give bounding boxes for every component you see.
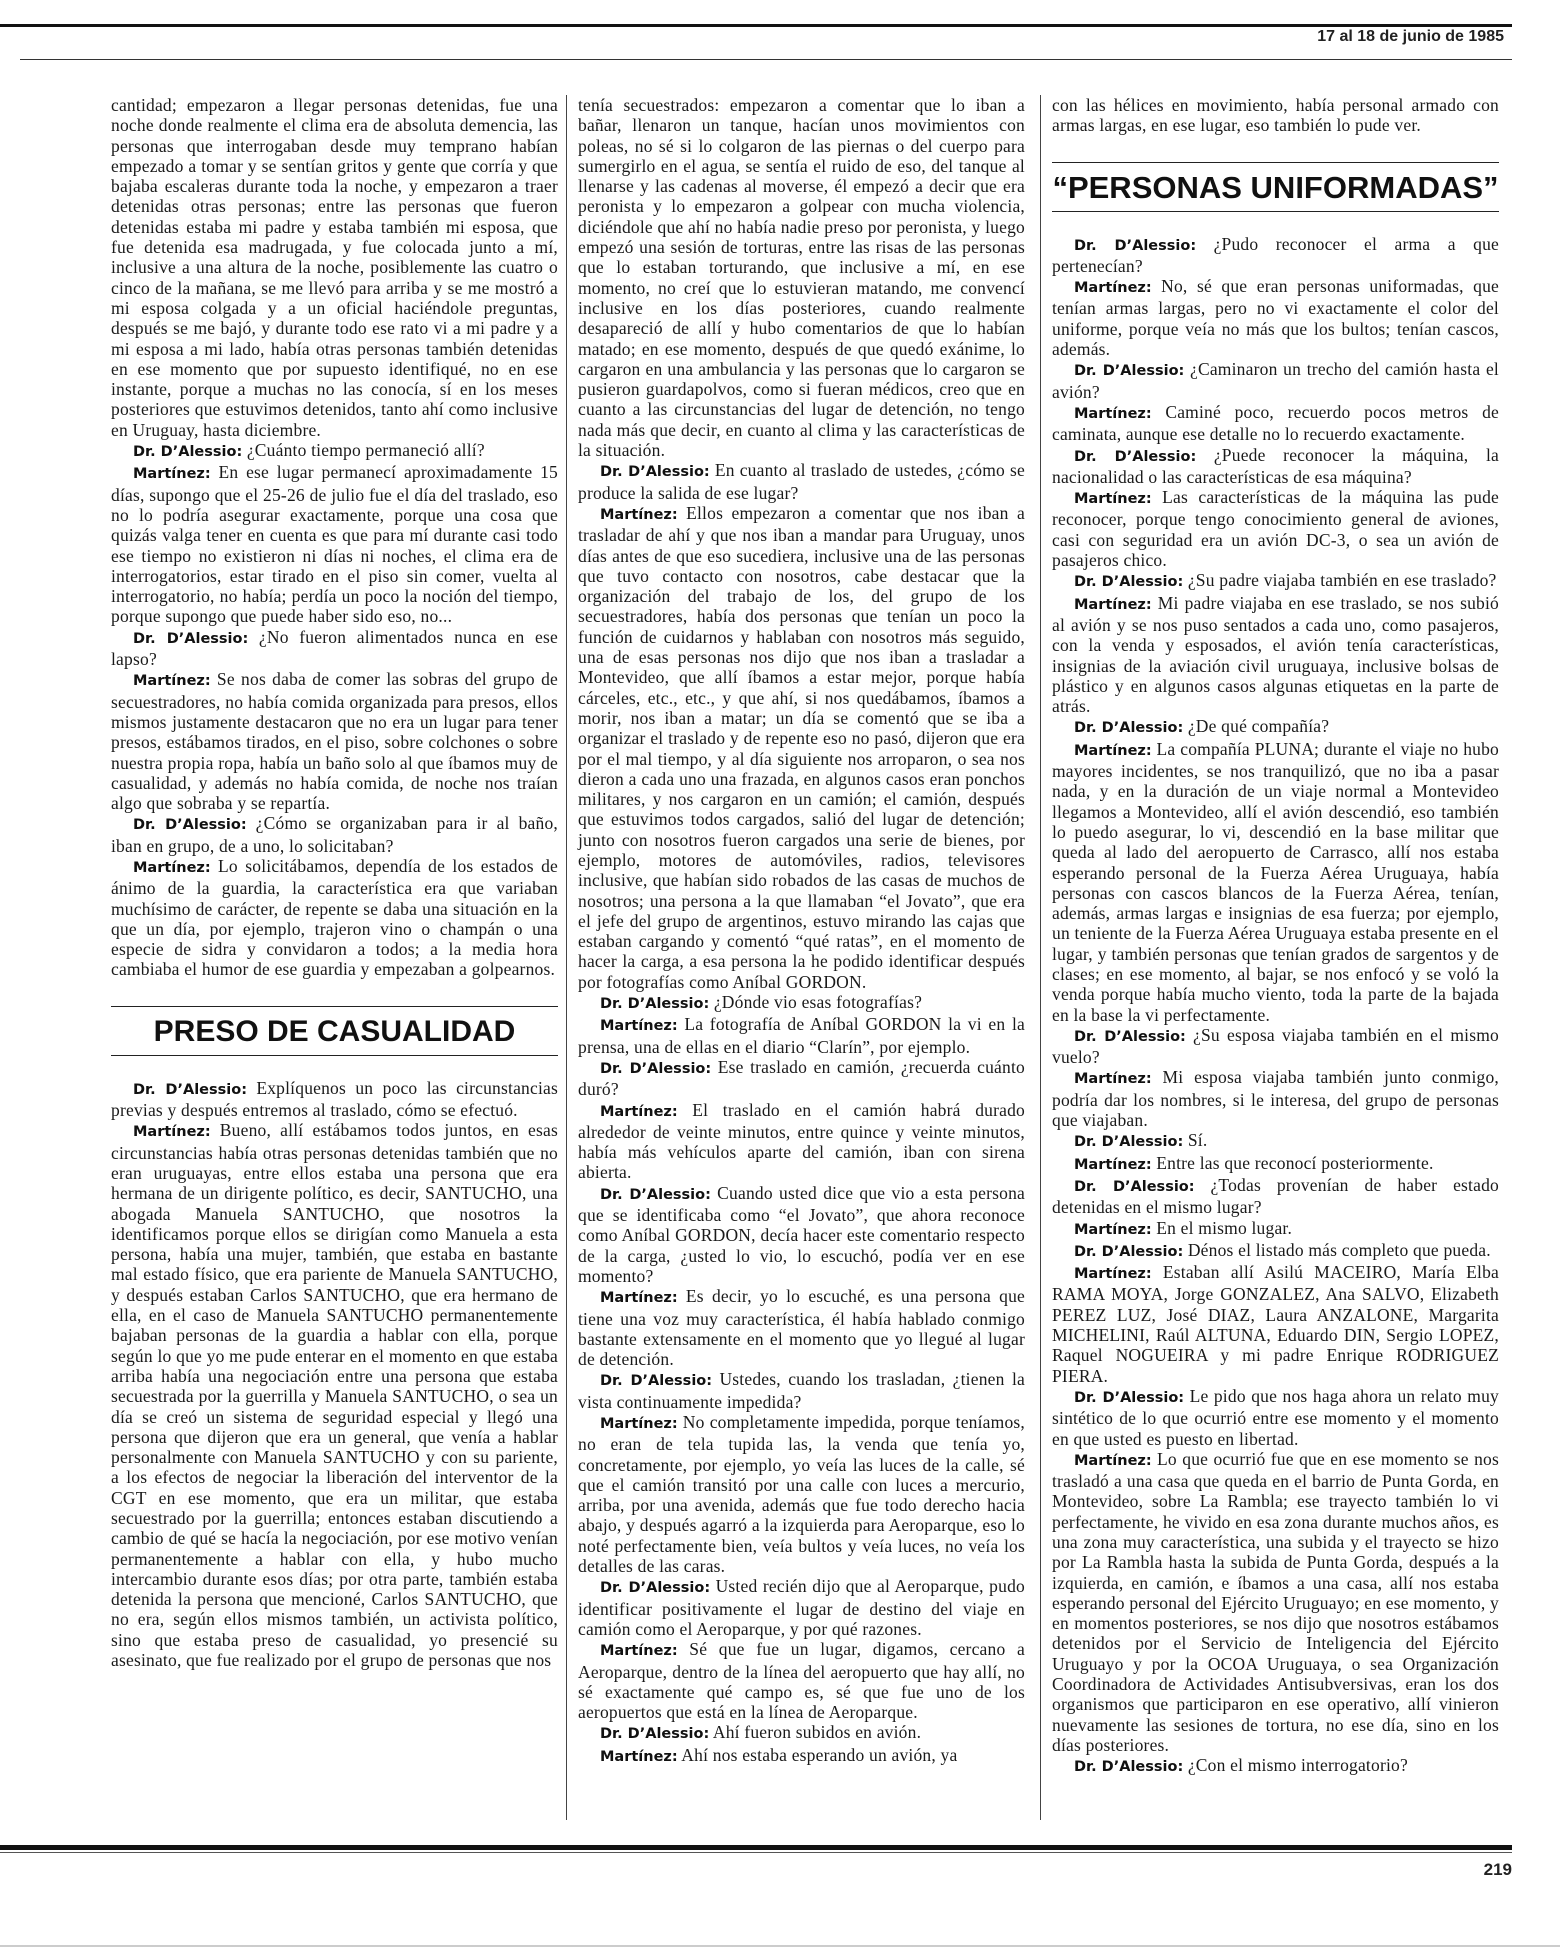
speaker-dalessio: Dr. D’Alessio: xyxy=(133,444,243,461)
paragraph-text: con las hélices en movimiento, había personal armado con armas largas, en ese lugar, eso también lo pude ver. xyxy=(1052,95,1499,136)
dialogue-paragraph xyxy=(578,1369,1025,1412)
paragraph-text: Mi esposa viajaba también junto conmigo, podría dar los nombres, si le interesa, del grupo de personas que viajaban. xyxy=(1052,1067,1499,1131)
continued-paragraph xyxy=(111,95,558,440)
speaker-dalessio: Dr. D’Alessio: xyxy=(1074,574,1184,591)
dialogue-paragraph xyxy=(1052,359,1499,402)
speaker-dalessio: Dr. D’Alessio: xyxy=(1074,448,1197,465)
paragraph-text: Cuando usted dice que vio a esta persona que se identificaba como “el Jovato”, que ahora reconoce como Aníbal GORDON, decía hacer este comentario respecto de la carga, ¿usted lo vio, lo escuchó, podía ver en ese momento? xyxy=(578,1182,1025,1286)
column-1 xyxy=(111,95,558,1670)
speaker-dalessio: Dr. D’Alessio: xyxy=(600,464,710,481)
dialogue-paragraph xyxy=(578,1014,1025,1057)
paragraph-text: Dénos el listado más completo que pueda. xyxy=(1187,1239,1491,1260)
dialogue-paragraph xyxy=(111,856,558,980)
paragraph-text: En el mismo lugar. xyxy=(1156,1217,1293,1238)
dialogue-paragraph xyxy=(578,1745,1025,1767)
paragraph-text: Sé que fue un lugar, digamos, cercano a Aeroparque, dentro de la línea del aeropuerto que hay allí, no sé exactamente qué campo es, sé que fue uno de los aeropuertos que está en la línea de Aeroparque. xyxy=(578,1639,1025,1723)
speaker-martinez: Martínez: xyxy=(600,506,678,523)
speaker-dalessio: Dr. D’Alessio: xyxy=(133,1081,247,1098)
speaker-martinez: Martínez: xyxy=(133,673,211,690)
paragraph-text: ¿De qué compañía? xyxy=(1187,716,1330,737)
dialogue-paragraph xyxy=(578,992,1025,1014)
paragraph-text: Caminé poco, recuerdo pocos metros de caminata, aunque ese detalle no lo recuerdo exactamente. xyxy=(1052,401,1499,445)
dialogue-paragraph xyxy=(1052,234,1499,277)
dialogue-paragraph xyxy=(111,440,558,462)
paragraph-text: ¿Cómo se organizaban para ir al baño, iban en grupo, de a uno, lo solicitaban? xyxy=(111,813,558,856)
paragraph-text: En ese lugar permanecí aproximadamente 15 días, supongo que el 25-26 de julio fue el día del traslado, eso no lo podría asegurar exactamente, porque una cosa que quizás valga tener en cuenta es que para mí durante casi todo ese tiempo no existieron ni días ni noches, el clima era de interrogatorios, estar tirado en el piso sin comer, vuelta al interrogatorio, no había; perdía un poco la noción del tiempo, porque supongo que puede haber sido eso, no... xyxy=(111,462,558,627)
speaker-dalessio: Dr. D’Alessio: xyxy=(600,996,710,1013)
top-rule xyxy=(0,24,1512,27)
paragraph-text: En cuanto al traslado de ustedes, ¿cómo se produce la salida de ese lugar? xyxy=(578,460,1025,503)
dialogue-paragraph xyxy=(1052,570,1499,592)
paragraph-text: No completamente impedida, porque teníamos, no eran de tela tupida las, la venda que tenía yo, concretamente, por ejemplo, yo veía las luces de la calle, sé que el camión transitó por una calle con luces a mercurio, arriba, por una avenida, además que fue todo derecho hacia abajo, y después agarró a la izquierda para Aeroparque, eso lo noté perfectamente bien, veía bultos y veía luces, no veía los detalles de las caras. xyxy=(578,1412,1025,1577)
dialogue-paragraph xyxy=(1052,487,1499,570)
speaker-dalessio: Dr. D’Alessio: xyxy=(600,1373,713,1390)
speaker-dalessio: Dr. D’Alessio: xyxy=(133,817,247,834)
dialogue-paragraph xyxy=(1052,1153,1499,1175)
continued-paragraph xyxy=(578,95,1025,460)
paragraph-text: Ellos empezaron a comentar que nos iban a trasladar de ahí y que nos iban a mandar para Uruguay, unos días antes de que eso sucediera, inclusive una de las personas que tuvo contacto con nosotros, cabe destacar que la organización del trabajo de los, del grupo de los secuestradores, había dos personas que tenían un poco la función de cuidarnos y hablaban con nosotros más seguido, una de esas personas nos dijo que nos iban a trasladar a Montevideo, que allí íbamos a estar mejor, porque había cárceles, etc., etc., y que ahí, si nos quedábamos, íbamos a morir, nos iban a matar; un día se comentó que se iba a organizar el traslado y de repente eso no pasó, dijeron que era por el mal tiempo, y al día siguiente nos arroparon, o sea nos dieron a cada uno una frazada, en algunos casos eran ponchos militares, y nos cargaron en un camión; el camión, después que estuvimos todos cargados, salió del lugar de detención; junto con nosotros fueron cargados una serie de bienes, por ejemplo, motores de automóviles, radios, televisores inclusive, que habían sido robados de las casas de muchos de nosotros; una persona a la que llamaban “el Jovato”, que era el jefe del grupo de argentinos, estuvo mirando las cajas que estaban cargando y comentó “qué ratas”, en el momento de hacer la carga, a esa persona la he podido identificar después por fotografías como Aníbal GORDON. xyxy=(578,502,1026,992)
paragraph-text: Ahí nos estaba esperando un avión, ya xyxy=(681,1744,958,1765)
dialogue-paragraph xyxy=(111,1120,558,1670)
continued-paragraph xyxy=(1052,95,1499,136)
paragraph-text: El traslado en el camión habrá durado alrededor de veinte minutos, entre quince y veinte minutos, había más vehículos aparte del camión, iban con sirena abierta. xyxy=(578,1099,1026,1183)
header-rule xyxy=(20,59,1512,60)
speaker-martinez: Martínez: xyxy=(1074,1221,1152,1238)
paragraph-text: Usted recién dijo que al Aeroparque, pudo identificar positivamente el lugar de destino del viaje en camión como el Aeroparque, y por qué razones. xyxy=(578,1576,1025,1639)
section-heading: “PERSONAS UNIFORMADAS” xyxy=(1052,162,1499,212)
speaker-martinez: Martínez: xyxy=(600,1748,678,1765)
speaker-martinez: Martínez: xyxy=(600,1018,678,1035)
paragraph-text: La compañía PLUNA; durante el viaje no hubo mayores incidentes, se nos tranquilizó, que no iba a pasar nada, y en la duración de un viaje normal a Montevideo llegamos a Montevideo, allí el avión descendió, eso también lo puedo asegurar, lo vi, descendió en la base militar que queda al lado del aeropuerto de Carrasco, allí nos estaba esperando personal de la Fuerza Aérea Uruguaya, había personas con cascos blancos de la Fuerza Aérea, tenían, además, armas largas e insignias de esa fuerza; por ejemplo, un teniente de la Fuerza Aérea Uruguaya estaba presente en el lugar, y también personas que tenían grados de sargentos y de clases; en ese momento, al bajar, se nos enfocó y se voló la venda porque había mucho viento, toda la parte de la bajada en la base la vi perfectamente. xyxy=(1052,738,1499,1025)
speaker-martinez: Martínez: xyxy=(1074,1071,1152,1088)
paragraph-text: ¿Su esposa viajaba también en el mismo vuelo? xyxy=(1052,1024,1500,1068)
paragraph-text: Mi padre viajaba en ese traslado, se nos subió al avión y se nos puso sentados a cada uno, como pasajeros, con la venda y esposados, el avión tenía características, insignias de la aviación civil uruguaya, inclusive bolsas de plástico y en algunos casos algunas etiquetas en la parte de atrás. xyxy=(1052,592,1499,717)
speaker-dalessio: Dr. D’Alessio: xyxy=(1074,1243,1184,1260)
paragraph-text: ¿Todas provenían de haber estado detenidas en el mismo lugar? xyxy=(1052,1174,1499,1218)
speaker-martinez: Martínez: xyxy=(600,1643,678,1660)
dialogue-paragraph xyxy=(111,627,558,670)
dialogue-paragraph xyxy=(1052,1262,1499,1386)
speaker-dalessio: Dr. D’Alessio: xyxy=(1074,1759,1184,1776)
dialogue-paragraph xyxy=(1052,402,1499,445)
dialogue-paragraph xyxy=(1052,1067,1499,1130)
dialogue-paragraph xyxy=(1052,1175,1499,1218)
paragraph-text: Estaban allí Asilú MACEIRO, María Elba RAMA MOYA, Jorge GONZALEZ, Ana SALVO, Elizabeth PEREZ LUZ, José DIAZ, Laura ANZALONE, Margarita MICHELINI, Raúl ALTUNA, Eduardo DIN, Sergio LOPEZ, Raquel NOGUEIRA y mi padre Enrique RODRIGUEZ PIERA. xyxy=(1052,1262,1500,1386)
column-divider xyxy=(1040,95,1041,1820)
speaker-dalessio: Dr. D’Alessio: xyxy=(1074,1134,1184,1151)
paragraph-text: Lo que ocurrió fue que en ese momento se nos trasladó a una casa que queda en el barrio de Punta Gorda, en Montevideo, sobre La Rambla; ese trayecto también lo vi perfectamente, he vivido en esa zona durante muchos años, es una zona muy característica, una subida y el trayecto se hizo por La Rambla hasta la subida de Punta Gorda, después a la izquierda, en camión, e íbamos a una casa, allí nos estaba esperando personal del Ejército Uruguayo; en ese momento, y en momentos posteriores, se nos dijo que nosotros estábamos detenidos por el Servicio de Inteligencia del Ejército Uruguayo y por la OCOA Uruguaya, o sea Organización Coordinadora de Actividades Antisubversivas, eran los dos organismos que participaron en ese operativo, allí vinieron nuevamente las sesiones de tortura, no ese día, sino en los días posteriores. xyxy=(1052,1448,1500,1755)
paragraph-text: Explíquenos un poco las circunstancias previas y después entremos al traslado, cómo se efectuó. xyxy=(111,1077,558,1121)
footer-rule xyxy=(0,1845,1512,1850)
speaker-dalessio: Dr. D’Alessio: xyxy=(1074,1178,1195,1195)
paragraph-text: Se nos daba de comer las sobras del grupo de secuestradores, no había comida organizada para presos, ellos mismos justamente destacaron que no era un lugar para tener presos, estábamos tirados, en el piso, sobre colchones o sobre nuestra propia ropa, había un baño solo al que íbamos muy de casualidad, y además no había comida, de noche nos traían algo que sobraba y se repartía. xyxy=(111,669,558,814)
speaker-martinez: Martínez: xyxy=(133,859,211,876)
dialogue-paragraph xyxy=(578,1100,1025,1183)
dialogue-paragraph xyxy=(578,1722,1025,1744)
footer-rule-thin xyxy=(0,1852,1512,1853)
paragraph-text: Es decir, yo lo escuché, es una persona que tiene una voz muy característica, él había hablado conmigo bastante extensamente en el momento que yo llegué al lugar de detención. xyxy=(578,1286,1025,1370)
paragraph-text: cantidad; empezaron a llegar personas detenidas, fue una noche donde realmente el clima era de absoluta demencia, las personas que interrogaban desde muy temprano habían empezado a tomar y se sentían gritos y gente que corría y que bajaba escaleras durante toda la noche, y empezaron a traer detenidas otras personas; entre las personas que fueron detenidas estaba mi padre y estaba también mi esposa, que fue detenida esa madrugada, y fue colocada junto a mí, inclusive a una altura de la noche, posiblemente las cuatro o cinco de la mañana, se me llevó para arriba y se me mostró a mi esposa colgada y a un oficial haciéndole preguntas, después se me bajó, y durante todo ese rato vi a mi padre y a mi esposa a mi lado, había otras personas también detenidas en ese momento que por supuesto identifiqué, no en ese instante, porque a muchas no las conocía, sí en los meses posteriores que estuvimos detenidos, tanto ahí como inclusive en Uruguay, hasta diciembre. xyxy=(111,95,558,440)
column-divider xyxy=(566,95,567,1820)
paragraph-text: ¿Pudo reconocer el arma a que pertenecían? xyxy=(1052,233,1499,276)
paragraph-text: Las características de la máquina las pude reconocer, porque tengo conocimiento general de aviones, casi con seguridad era un avión DC-3, o sea un avión de pasajeros chico. xyxy=(1052,487,1499,571)
speaker-martinez: Martínez: xyxy=(1074,491,1152,508)
paragraph-text: ¿No fueron alimentados nunca en ese lapso? xyxy=(111,626,558,670)
speaker-dalessio: Dr. D’Alessio: xyxy=(1074,363,1185,380)
paragraph-text: ¿Caminaron un trecho del camión hasta el avión? xyxy=(1052,359,1499,402)
dialogue-paragraph xyxy=(578,1286,1025,1369)
speaker-martinez: Martínez: xyxy=(1074,1156,1152,1173)
column-2 xyxy=(578,95,1025,1767)
paragraph-text: Le pido que nos haga ahora un relato muy sintético de lo que ocurrió entre ese momento y el momento en que usted es puesto en libertad. xyxy=(1052,1385,1499,1449)
dialogue-paragraph xyxy=(1052,1755,1499,1777)
paragraph-text: ¿Su padre viajaba también en ese traslado? xyxy=(1187,570,1497,591)
dialogue-paragraph xyxy=(578,460,1025,503)
dialogue-paragraph xyxy=(111,462,558,626)
dialogue-paragraph xyxy=(1052,1025,1499,1068)
issue-date: 17 al 18 de junio de 1985 xyxy=(1317,28,1504,45)
dialogue-paragraph xyxy=(578,1183,1025,1286)
dialogue-paragraph xyxy=(578,503,1025,992)
speaker-dalessio: Dr. D’Alessio: xyxy=(1074,1028,1186,1045)
dialogue-paragraph xyxy=(1052,1386,1499,1449)
speaker-dalessio: Dr. D’Alessio: xyxy=(600,1060,712,1077)
dialogue-paragraph xyxy=(578,1057,1025,1100)
dialogue-paragraph xyxy=(1052,276,1499,359)
speaker-dalessio: Dr. D’Alessio: xyxy=(600,1580,711,1597)
speaker-martinez: Martínez: xyxy=(1074,1266,1152,1283)
speaker-martinez: Martínez: xyxy=(600,1290,678,1307)
speaker-dalessio: Dr. D’Alessio: xyxy=(133,630,249,647)
dialogue-paragraph xyxy=(1052,1218,1499,1240)
paragraph-text: ¿Cuánto tiempo permaneció allí? xyxy=(246,440,485,461)
speaker-martinez: Martínez: xyxy=(1074,742,1152,759)
paragraph-text: Lo solicitábamos, dependía de los estados de ánimo de la guardia, la característica era que variaban muchísimo de carácter, de repente se daba una situación en la que un día, por ejemplo, trajeron vino o champán o una especie de sidra y convidaron a todos; a la media hora cambiaba el humor de ese guardia y empezaban a golpearnos. xyxy=(111,855,558,980)
speaker-martinez: Martínez: xyxy=(1074,405,1152,422)
paragraph-text: ¿Con el mismo interrogatorio? xyxy=(1187,1755,1408,1776)
section-heading: PRESO DE CASUALIDAD xyxy=(111,1006,558,1056)
dialogue-paragraph xyxy=(578,1639,1025,1722)
dialogue-paragraph xyxy=(1052,739,1499,1025)
speaker-martinez: Martínez: xyxy=(133,466,211,483)
column-3 xyxy=(1052,95,1499,1778)
dialogue-paragraph xyxy=(578,1576,1025,1639)
dialogue-paragraph xyxy=(578,1412,1025,1576)
dialogue-paragraph xyxy=(111,669,558,813)
speaker-martinez: Martínez: xyxy=(1074,596,1152,613)
dialogue-paragraph xyxy=(1052,593,1499,717)
speaker-dalessio: Dr. D’Alessio: xyxy=(600,1186,711,1203)
paragraph-text: Ustedes, cuando los trasladan, ¿tienen la vista continuamente impedida? xyxy=(578,1369,1025,1412)
speaker-dalessio: Dr. D’Alessio: xyxy=(1074,237,1197,254)
paragraph-text: tenía secuestrados: empezaron a comentar que lo iban a bañar, llenaron un tanque, hacían unos movimientos con poleas, no sé si lo colgaron de las piernas o del cuerpo para sumergirlo en el agua, se sentía el ruido de eso, del tanque al llenarse y las cadenas al moverse, él empezó a decir que era peronista y lo empezaron a golpear con mucha violencia, diciéndole que ahí no había nadie preso por peronista, y luego empezó una sesión de torturas, entre las risas de las personas que lo estaban torturando, que inclusive a mí, en ese momento, no creí que lo estuvieran matando, me convencí inclusive en los días posteriores, cuando realmente desapareció de allí y hubo comentarios de que lo habían matado; en ese momento, después de que quedó exánime, lo cargaron en una ambulancia y las personas que lo cargaron se pusieron guardapolvos, como si fueran médicos, creo que en cuanto a las circunstancias del lugar de detención, no tengo nada más que decir, en cuanto al clima y las características de la situación. xyxy=(578,95,1025,461)
dialogue-paragraph xyxy=(111,1078,558,1121)
paragraph-text: Bueno, allí estábamos todos juntos, en esas circunstancias había otras personas detenidas también que no eran uruguayas, entre ellos estaba una persona que era hermana de un dirigente político, es decir, SANTUCHO, una abogada Manuela SANTUCHO, que nosotros la identificamos porque ellos se dirigían como Manuela a esta persona, había una mujer, también, que estaba en bastante mal estado físico, que era pariente de Manuela SANTUCHO, y después estaban Carlos SANTUCHO, que era hermano de ella, en el caso de Manuela SANTUCHO permanentemente bajaban personas de la guardia a hablar con ella, porque según lo que yo me pude enterar en el momento en que estaba arriba había una negociación entre una persona que estaba secuestrada por la guerrilla y Manuela SANTUCHO, o sea un día se creó un sistema de seguridad especial y llegó una persona que dijeron que era un general, que venía a hablar personalmente con Manuela SANTUCHO y con su pariente, a los efectos de negociar la liberación del interventor de la CGT en ese momento, que era un militar, que estaba secuestrado por la guerrilla; entonces estaban discutiendo a cambio de qué se hacía la negociación, por ese motivo venían permanentemente a hablar con ella, y hubo mucho intercambio durante esos días; por otra parte, también estaba detenida la persona que mencioné, Carlos SANTUCHO, que no era, según ellos mismos también, un activista político, sino que estaba preso de casualidad, yo presencié su asesinato, que fue realizado por el grupo de personas que nos xyxy=(111,1120,558,1671)
paragraph-text: Sí. xyxy=(1187,1130,1208,1151)
speaker-martinez: Martínez: xyxy=(1074,1452,1152,1469)
paragraph-text: Entre las que reconocí posteriormente. xyxy=(1156,1152,1434,1173)
dialogue-paragraph xyxy=(1052,1449,1499,1755)
dialogue-paragraph xyxy=(1052,1130,1499,1152)
page-edge xyxy=(0,1945,1560,1947)
speaker-martinez: Martínez: xyxy=(133,1124,211,1141)
paragraph-text: No, sé que eran personas uniformadas, que tenían armas largas, pero no vi exactamente el color del uniforme, porque veía no más que los bultos; tenían cascos, además. xyxy=(1052,276,1499,360)
speaker-dalessio: Dr. D’Alessio: xyxy=(1074,1389,1185,1406)
paragraph-text: Ahí fueron subidos en avión. xyxy=(712,1722,922,1743)
speaker-dalessio: Dr. D’Alessio: xyxy=(600,1726,710,1743)
paragraph-text: ¿Puede reconocer la máquina, la nacionalidad o las características de esa máquina? xyxy=(1052,444,1499,487)
page-number: 219 xyxy=(1483,1860,1512,1879)
dialogue-paragraph xyxy=(111,813,558,856)
speaker-martinez: Martínez: xyxy=(600,1103,678,1120)
paragraph-text: Ese traslado en camión, ¿recuerda cuánto duró? xyxy=(578,1056,1025,1100)
dialogue-paragraph xyxy=(1052,445,1499,488)
paragraph-text: ¿Dónde vio esas fotografías? xyxy=(713,992,923,1013)
paragraph-text: La fotografía de Aníbal GORDON la vi en la prensa, una de ellas en el diario “Clarín”, por ejemplo. xyxy=(578,1014,1026,1057)
dialogue-paragraph xyxy=(1052,1240,1499,1262)
speaker-martinez: Martínez: xyxy=(600,1416,678,1432)
dialogue-paragraph xyxy=(1052,716,1499,738)
speaker-dalessio: Dr. D’Alessio: xyxy=(1074,720,1184,737)
speaker-martinez: Martínez: xyxy=(1074,280,1152,297)
